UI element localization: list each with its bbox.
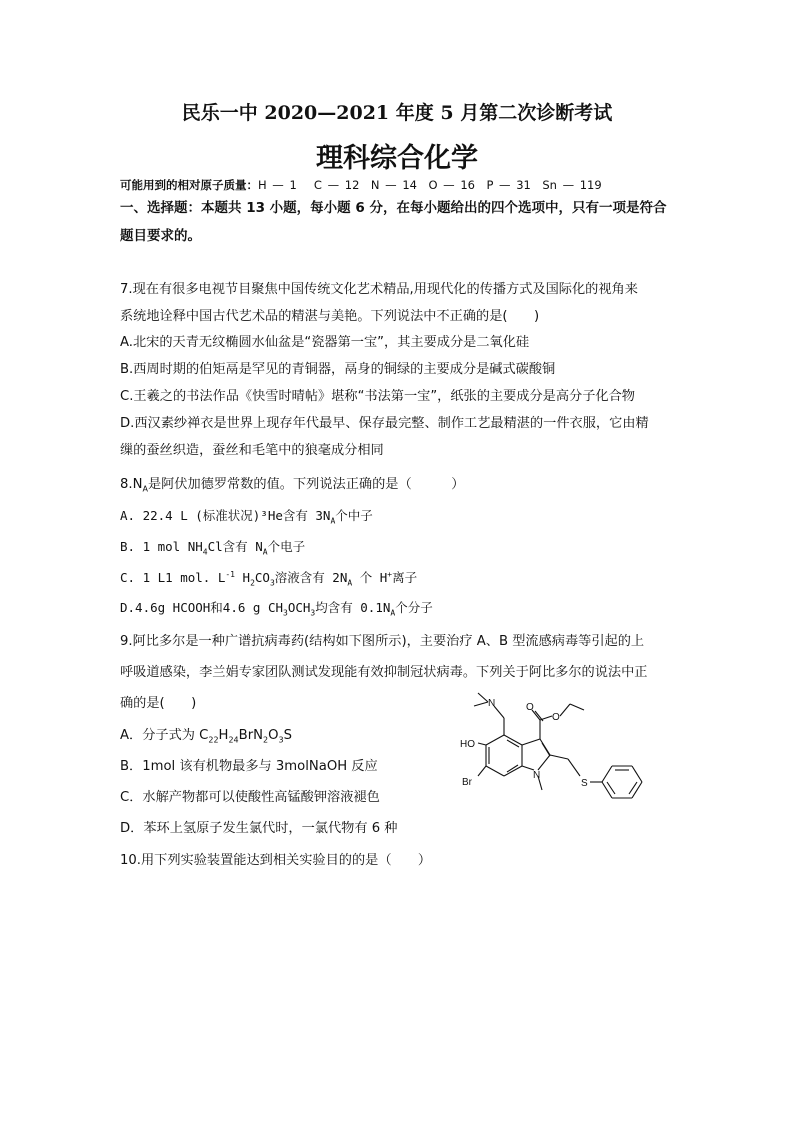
arbidol-structure-diagram: [452, 690, 652, 820]
q8-option-b: B. 1 mol $NH_4Cl$含有 $N_A$个电子: [120, 539, 306, 557]
q7-stem-line1: 7.现在有很多电视节目聚焦中国传统文化艺术精品,用现代化的传播方式及国际化的视角来: [120, 282, 638, 297]
atom-label-sulfur: S: [581, 778, 588, 789]
q9-option-c: C．水解产物都可以使酸性高锰酸钾溶液褪色: [120, 790, 380, 805]
exam-title: 民乐一中 2020—2021 年度 5 月第二次诊断考试: [181, 102, 613, 124]
molecule-bonds: [474, 693, 642, 798]
q8-option-c: C. 1 L1 mol. $L^{-1}$ $H_2CO_3$溶液含有 $2N_A$ 个 H+离子: [120, 569, 418, 588]
q9-option-d: D．苯环上氢原子发生氯代时，一氯代物有 6 种: [120, 821, 398, 836]
atomic-masses-values: H — 1 C — 12 N — 14 O — 16 P — 31 Sn — 119: [258, 178, 602, 192]
q7-stem-line2: 系统地诠释中国古代艺术品的精湛与美艳。下列说法中不正确的是( ): [120, 309, 540, 324]
q7-option-d-line1: D.西汉素纱禅衣是世界上现存年代最早、保存最完整、制作工艺最精湛的一件衣服，它由精: [120, 416, 649, 431]
q9-stem-line1: 9.阿比多尔是一种广谱抗病毒药(结构如下图所示)，主要治疗 A、B 型流感病毒等引起的上: [120, 634, 645, 649]
q9-stem-line3: 确的是( ): [120, 696, 197, 711]
q8-stem: $8.N_A$是阿伏加德罗常数的值。下列说法正确的是（ ）: [120, 477, 465, 494]
q7-option-d-line2: 缫的蚕丝织造，蚕丝和毛笔中的狼毫成分相同: [120, 443, 384, 458]
q7-option-b: B.西周时期的伯矩鬲是罕见的青铜器，鬲身的铜绿的主要成分是碱式碳酸铜: [120, 362, 556, 377]
q9-option-a: A．分子式为 $C_{22}H_{24}BrN_2O_3S$: [120, 728, 292, 745]
q8-option-d: D.4.6g HCOOH和4.6 g $CH_3OCH_3$均含有 $0.1N_A$个分子: [120, 600, 433, 618]
exam-subtitle: 理科综合化学: [316, 143, 478, 174]
atom-label-bromine: Br: [462, 777, 472, 788]
atomic-masses: [120, 177, 602, 193]
atom-label-n-ring: N: [533, 770, 541, 781]
q7-option-c: C.王羲之的书法作品《快雪时晴帖》堪称“书法第一宝”，纸张的主要成分是高分子化合物: [120, 389, 635, 404]
q10-stem: 10.用下列实验装置能达到相关实验目的的是（ ）: [120, 853, 432, 868]
q7-option-a: A.北宋的天青无纹椭圆水仙盆是“瓷器第一宝”，其主要成分是二氧化硅: [120, 335, 530, 350]
q9-stem-line2: 呼吸道感染，李兰娟专家团队测试发现能有效抑制冠状病毒。下列关于阿比多尔的说法中正: [120, 665, 648, 680]
atom-label-o-ester: O: [552, 712, 560, 723]
q9-option-b: B．1mol 该有机物最多与 3molNaOH 反应: [120, 759, 378, 774]
atom-label-hydroxyl: HO: [460, 739, 475, 750]
q8-option-a: A. 22.4 L (标准状况)³He含有 $3N_A$个中子: [120, 508, 373, 526]
section-instructions-line1: 一、选择题：本题共 13 小题，每小题 6 分，在每小题给出的四个选项中，只有一项是符合: [120, 200, 667, 216]
section-instructions-line2: 题目要求的。: [120, 228, 201, 244]
atomic-masses-label: 可能用到的相对原子质量：: [120, 178, 258, 192]
atom-label-n-dimethyl: N: [488, 698, 496, 709]
atom-label-o-carbonyl: O: [526, 702, 534, 713]
